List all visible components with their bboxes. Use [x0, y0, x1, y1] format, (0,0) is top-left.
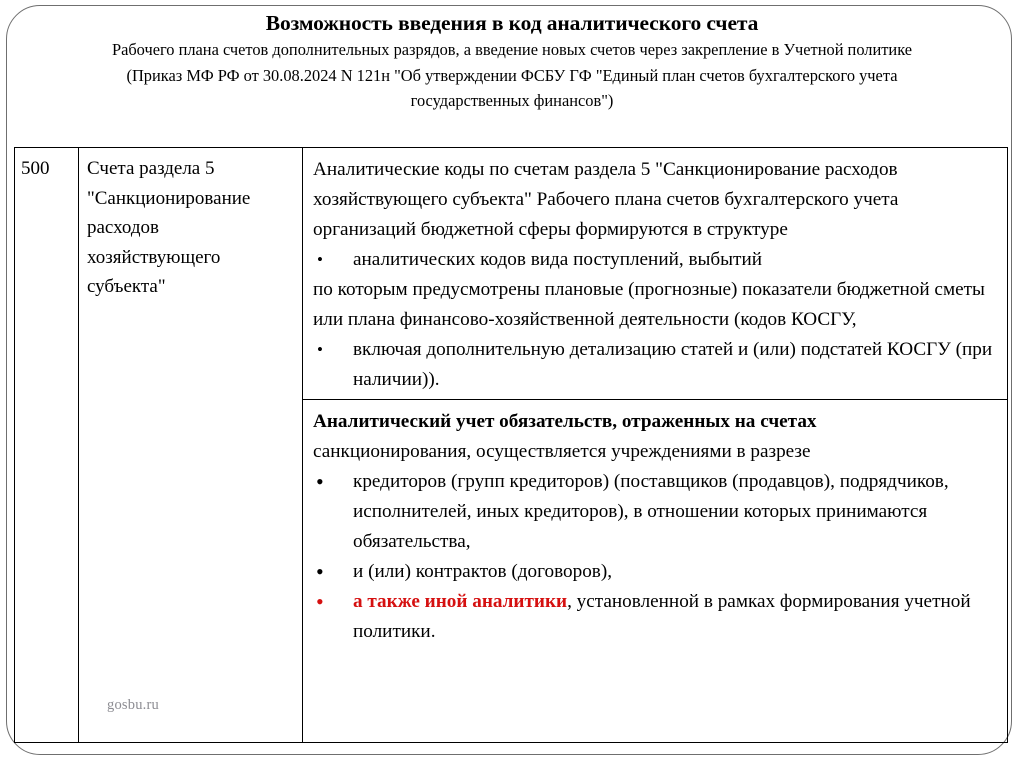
list-item-text: кредиторов (групп кредиторов) (поставщиков (продавцов), подрядчиков, исполнителей, иных кредиторов), в отношении которых принимаются обязательства,	[353, 471, 949, 552]
description-section-analytic-codes	[303, 148, 1007, 400]
bullet-icon: •	[316, 469, 324, 494]
section1-lead-paragraph: Аналитические коды по счетам раздела 5 "Санкционирование расходов хозяйствующего субъекта" Рабочего плана счетов бухгалтерского учета организаций бюджетной сферы формируются в структуре	[313, 159, 899, 240]
watermark-label: gosbu.ru	[107, 697, 159, 713]
bullet-icon: •	[317, 250, 323, 269]
account-name: Счета раздела 5 "Санкционирование расходов хозяйствующего субъекта"	[87, 158, 251, 297]
accounts-table	[14, 147, 1008, 743]
list-item-highlighted	[313, 587, 999, 647]
highlighted-text-rest: , установленной в рамках формирования учетной политики.	[353, 591, 971, 642]
section2-lead-bold: Аналитический учет обязательств, отраженных на счетах	[313, 411, 817, 432]
section1-middle-paragraph: по которым предусмотрены плановые (прогнозные) показатели бюджетной сметы или плана финансово-хозяйственной деятельности (кодов КОСГУ,	[313, 279, 985, 330]
subtitle-line-1: Рабочего плана счетов дополнительных разрядов, а введение новых счетов через закрепление в Учетной политике	[111, 40, 913, 59]
page-title: Возможность введения в код аналитического счета	[265, 11, 759, 35]
section2-lead-rest: санкционирования, осуществляется учреждениями в разрезе	[313, 441, 811, 462]
list-item-text: и (или) контрактов (договоров),	[353, 561, 613, 582]
list-item	[313, 557, 999, 587]
list-item-text: включая дополнительную детализацию статей и (или) подстатей КОСГУ (при наличии)).	[353, 339, 993, 390]
highlighted-text: а также иной аналитики	[353, 591, 568, 612]
table-cell-code	[15, 148, 79, 742]
list-item-text: аналитических кодов вида поступлений, выбытий	[353, 249, 762, 270]
section2-bullet-list	[313, 467, 999, 647]
list-item	[313, 335, 999, 395]
section1-bullet-list-b	[313, 335, 999, 395]
heading-block	[30, 10, 994, 114]
section1-bullet-list-a	[313, 245, 999, 275]
subtitle-line-2: (Приказ МФ РФ от 30.08.2024 N 121н "Об утверждении ФСБУ ГФ "Единый план счетов бухгалтерского учета	[126, 65, 898, 85]
bullet-icon: •	[316, 559, 324, 584]
table-cell-description	[303, 148, 1007, 742]
description-section-obligations	[303, 400, 1007, 651]
table-cell-name	[79, 148, 303, 742]
subtitle-line-3: государственных финансов")	[410, 91, 614, 110]
bullet-icon: •	[317, 340, 323, 359]
list-item	[313, 245, 999, 275]
list-item	[313, 467, 999, 557]
bullet-icon-red: •	[316, 589, 324, 614]
account-code: 500	[21, 158, 50, 179]
